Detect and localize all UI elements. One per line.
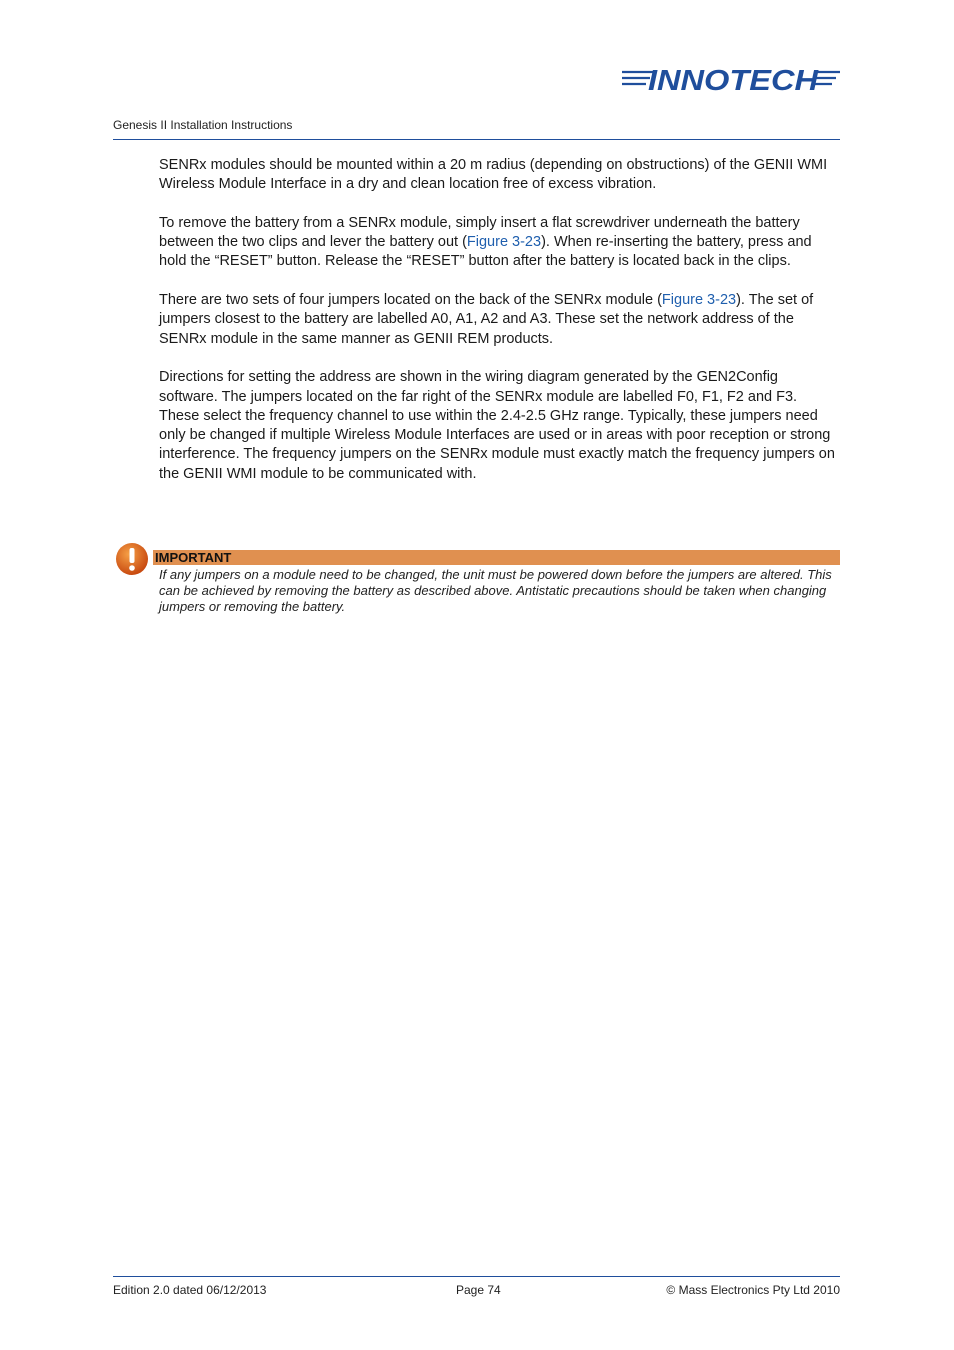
innotech-logo [620, 62, 842, 94]
important-text: If any jumpers on a module need to be changed, the unit must be powered down before the jumpers are altered. This can be achieved by removing the battery as described above. Antistatic precautions should be taken when changing jumpers or removing the battery. [159, 567, 832, 614]
body-text [159, 156, 840, 503]
paragraph-battery: To remove the battery from a SENRx module, simply insert a flat screwdriver underneath the battery between the two clips and lever the battery out (Figure 3-23). When re-inserting the battery, press and hold the “RESET” button. Release the “RESET” button after the battery is located back in the clips. [159, 214, 812, 270]
header-rule [113, 139, 840, 140]
important-label: IMPORTANT [153, 550, 840, 565]
figure-link[interactable]: Figure 3-23 [466, 234, 542, 251]
footer-edition: Edition 2.0 dated 06/12/2013 [113, 1283, 267, 1297]
warning-icon [115, 542, 149, 576]
footer-page-number: Page 74 [456, 1283, 501, 1297]
footer-copyright: © Mass Electronics Pty Ltd 2010 [666, 1283, 840, 1297]
figure-link[interactable]: Figure 3-23 [661, 292, 737, 309]
footer-rule [113, 1276, 840, 1277]
paragraph-address: Directions for setting the address are shown in the wiring diagram generated by the GEN2Config software. The jumpers located on the far right of the SENRx module are labelled F0, F1, F2 and F3. These select the frequency channel to use within the 2.4-2.5 GHz range. Typically, these jumpers need only be changed if multiple Wireless Module Interfaces are used or in areas with poor reception or strong interference. The frequency jumpers on the SENRx module must exactly match the frequency jumpers on the GENII WMI module to be communicated with. [159, 369, 835, 482]
document-title: Genesis II Installation Instructions [113, 118, 293, 132]
paragraph-jumpers: There are two sets of four jumpers located on the back of the SENRx module (Figure 3-23). The set of jumpers closest to the battery are labelled A0, A1, A2 and A3. These set the network address of the SENRx module in the same manner as GENII REM products. [159, 292, 814, 347]
logo-wordmark: INNOTECH [648, 65, 820, 94]
paragraph-mounting: SENRx modules should be mounted within a 20 m radius (depending on obstructions) of the GENII WMI Wireless Module Interface in a dry and clean location free of excess vibration. [159, 157, 828, 193]
